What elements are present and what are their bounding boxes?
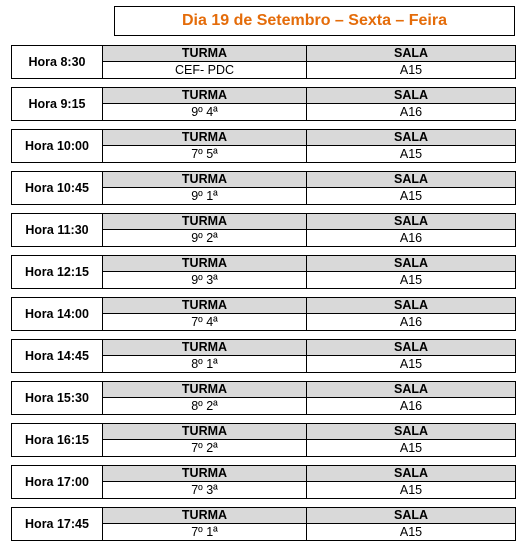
hour-cell: Hora 9:15 (11, 87, 103, 121)
turma-header: TURMA (103, 298, 307, 314)
class-room-grid (103, 297, 516, 331)
turma-header: TURMA (103, 256, 307, 272)
schedule-row (11, 423, 516, 457)
class-room-grid (103, 213, 516, 247)
sala-header: SALA (307, 88, 515, 104)
schedule-row (11, 45, 516, 79)
turma-value: 8º 1ª (103, 356, 307, 372)
class-room-grid (103, 171, 516, 205)
turma-header: TURMA (103, 214, 307, 230)
sala-header: SALA (307, 214, 515, 230)
turma-value: 7º 1ª (103, 524, 307, 540)
sala-header: SALA (307, 508, 515, 524)
sala-value: A16 (307, 230, 515, 246)
schedule-row (11, 465, 516, 499)
sala-header: SALA (307, 424, 515, 440)
sala-header: SALA (307, 298, 515, 314)
sala-value: A15 (307, 62, 515, 78)
turma-header: TURMA (103, 172, 307, 188)
sala-value: A15 (307, 482, 515, 498)
class-room-grid (103, 255, 516, 289)
hour-cell: Hora 16:15 (11, 423, 103, 457)
turma-header: TURMA (103, 340, 307, 356)
sala-header: SALA (307, 382, 515, 398)
class-room-grid (103, 45, 516, 79)
schedule-row (11, 297, 516, 331)
turma-value: 7º 3ª (103, 482, 307, 498)
turma-value: 9º 2ª (103, 230, 307, 246)
sala-header: SALA (307, 172, 515, 188)
sala-value: A16 (307, 398, 515, 414)
schedule-row (11, 171, 516, 205)
page-title: Dia 19 de Setembro – Sexta – Feira (114, 6, 515, 36)
schedule-row (11, 129, 516, 163)
turma-value: 9º 1ª (103, 188, 307, 204)
turma-header: TURMA (103, 466, 307, 482)
sala-header: SALA (307, 340, 515, 356)
schedule-row (11, 339, 516, 373)
class-room-grid (103, 465, 516, 499)
hour-cell: Hora 11:30 (11, 213, 103, 247)
sala-value: A15 (307, 440, 515, 456)
hour-cell: Hora 14:45 (11, 339, 103, 373)
turma-value: 9º 4ª (103, 104, 307, 120)
schedule-table (11, 45, 516, 549)
turma-value: 8º 2ª (103, 398, 307, 414)
turma-header: TURMA (103, 88, 307, 104)
sala-value: A15 (307, 188, 515, 204)
hour-cell: Hora 10:45 (11, 171, 103, 205)
hour-cell: Hora 10:00 (11, 129, 103, 163)
sala-header: SALA (307, 256, 515, 272)
turma-header: TURMA (103, 508, 307, 524)
turma-value: 7º 5ª (103, 146, 307, 162)
hour-cell: Hora 14:00 (11, 297, 103, 331)
class-room-grid (103, 507, 516, 541)
turma-header: TURMA (103, 46, 307, 62)
schedule-row (11, 507, 516, 541)
turma-header: TURMA (103, 130, 307, 146)
schedule-row (11, 213, 516, 247)
schedule-row (11, 381, 516, 415)
sala-value: A15 (307, 272, 515, 288)
class-room-grid (103, 87, 516, 121)
hour-cell: Hora 17:45 (11, 507, 103, 541)
class-room-grid (103, 129, 516, 163)
sala-header: SALA (307, 466, 515, 482)
sala-header: SALA (307, 46, 515, 62)
sala-value: A15 (307, 146, 515, 162)
turma-header: TURMA (103, 382, 307, 398)
turma-value: 7º 4ª (103, 314, 307, 330)
class-room-grid (103, 381, 516, 415)
sala-header: SALA (307, 130, 515, 146)
turma-value: CEF- PDC (103, 62, 307, 78)
hour-cell: Hora 8:30 (11, 45, 103, 79)
hour-cell: Hora 17:00 (11, 465, 103, 499)
sala-value: A15 (307, 356, 515, 372)
sala-value: A16 (307, 104, 515, 120)
turma-value: 7º 2ª (103, 440, 307, 456)
class-room-grid (103, 339, 516, 373)
sala-value: A16 (307, 314, 515, 330)
class-room-grid (103, 423, 516, 457)
hour-cell: Hora 12:15 (11, 255, 103, 289)
sala-value: A15 (307, 524, 515, 540)
schedule-row (11, 87, 516, 121)
schedule-row (11, 255, 516, 289)
hour-cell: Hora 15:30 (11, 381, 103, 415)
turma-value: 9º 3ª (103, 272, 307, 288)
turma-header: TURMA (103, 424, 307, 440)
